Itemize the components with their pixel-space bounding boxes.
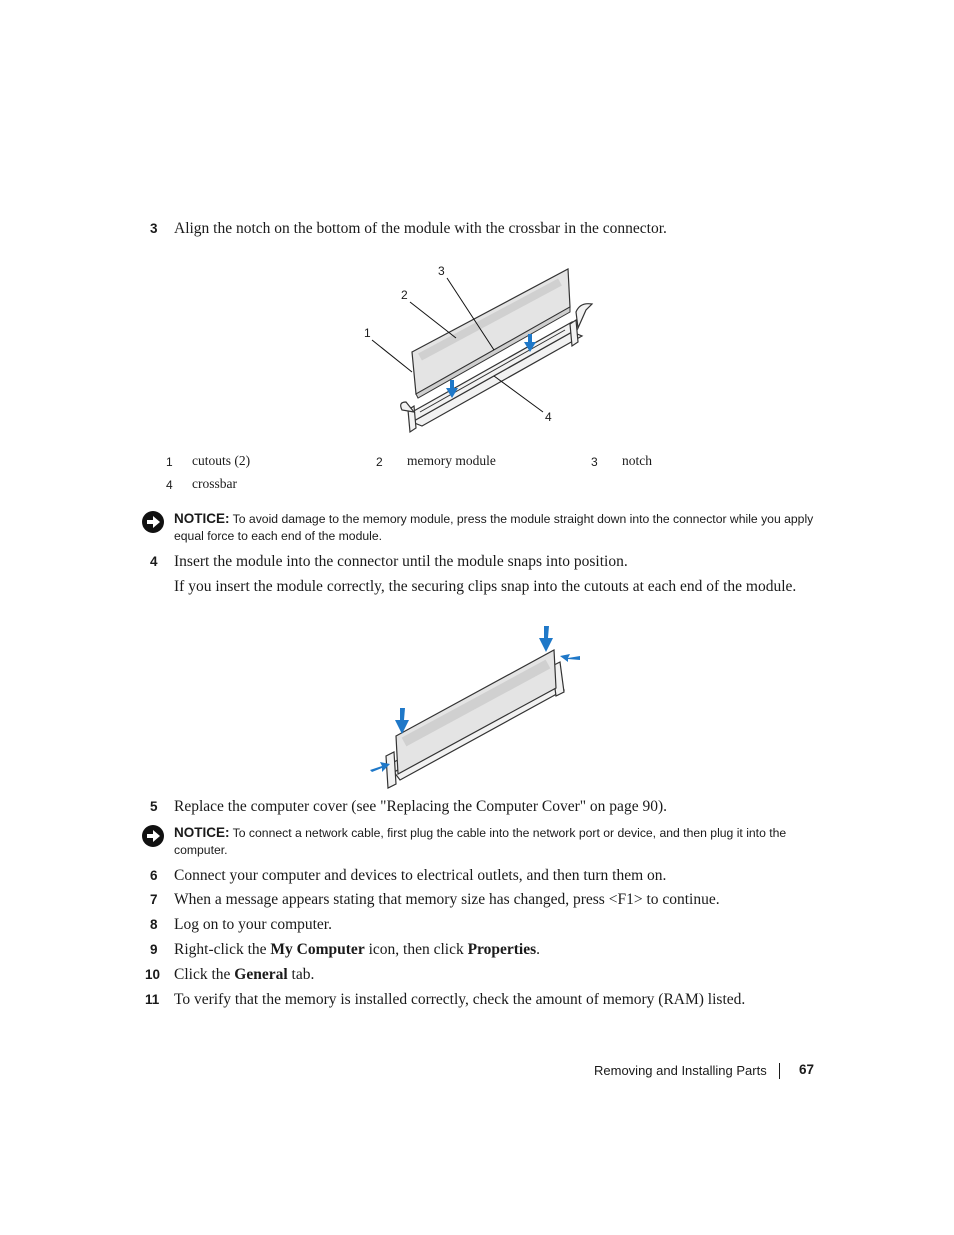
memory-module-installed-figure <box>368 622 588 792</box>
step-text <box>174 941 540 959</box>
notice-body: To connect a network cable, first plug the cable into the network port or device, and then plug it into the computer. <box>174 826 787 857</box>
legend-label: cutouts (2) <box>192 453 251 468</box>
legend-label: crossbar <box>192 476 237 491</box>
step-text: Replace the computer cover (see "Replacing the Computer Cover" on page 90). <box>174 798 667 815</box>
callout-label: 3 <box>438 264 445 278</box>
step-number: 11 <box>145 992 160 1007</box>
notice-body: To avoid damage to the memory module, press the module straight down into the connector while you apply equal force to each end of the module. <box>174 512 814 543</box>
step-text <box>174 966 314 984</box>
step-number: 6 <box>150 868 158 883</box>
page-number: 67 <box>799 1062 815 1077</box>
legend-number: 2 <box>376 455 383 469</box>
callout-label: 2 <box>401 288 408 302</box>
step-text: Connect your computer and devices to electrical outlets, and then turn them on. <box>174 867 667 884</box>
step-number: 9 <box>150 942 158 957</box>
legend-number: 4 <box>166 478 173 492</box>
step-number: 3 <box>150 221 158 236</box>
step-text: Align the notch on the bottom of the module with the crossbar in the connector. <box>174 220 667 237</box>
footer-section-title: Removing and Installing Parts <box>594 1063 767 1078</box>
memory-module-alignment-figure <box>360 262 610 442</box>
legend-number: 1 <box>166 455 173 469</box>
notice-arrow-icon <box>141 824 165 848</box>
step-number: 5 <box>150 799 158 814</box>
step-text: Insert the module into the connector until the module snaps into position. <box>174 553 628 570</box>
legend-label: memory module <box>407 453 496 468</box>
notice-label: NOTICE: <box>174 825 230 840</box>
step-number: 10 <box>145 967 161 982</box>
ui-label-properties: Properties <box>467 941 537 958</box>
notice-text <box>174 824 814 859</box>
step-text-part: tab. <box>287 966 315 983</box>
ui-label-my-computer: My Computer <box>270 941 365 958</box>
step-subtext: If you insert the module correctly, the securing clips snap into the cutouts at each end of the module. <box>174 578 797 595</box>
step-number: 7 <box>150 892 158 907</box>
callout-label: 4 <box>545 410 552 424</box>
step-text: Log on to your computer. <box>174 916 332 933</box>
notice-arrow-icon <box>141 510 165 534</box>
step-text-part: icon, then click <box>364 941 468 958</box>
step-text-part: Right-click the <box>174 941 271 958</box>
step-number: 4 <box>150 554 158 569</box>
callout-label: 1 <box>364 326 371 340</box>
legend-label: notch <box>622 453 652 468</box>
step-text-part: . <box>536 941 541 958</box>
legend-number: 3 <box>591 455 598 469</box>
notice-text <box>174 510 814 545</box>
step-text-part: Click the <box>174 966 235 983</box>
memory-module-shape <box>396 650 556 774</box>
ui-label-general: General <box>234 966 288 983</box>
footer-divider <box>779 1063 780 1079</box>
step-text: To verify that the memory is installed correctly, check the amount of memory (RAM) listed. <box>174 991 746 1008</box>
step-number: 8 <box>150 917 158 932</box>
step-text: When a message appears stating that memory size has changed, press <F1> to continue. <box>174 891 720 908</box>
notice-label: NOTICE: <box>174 511 230 526</box>
